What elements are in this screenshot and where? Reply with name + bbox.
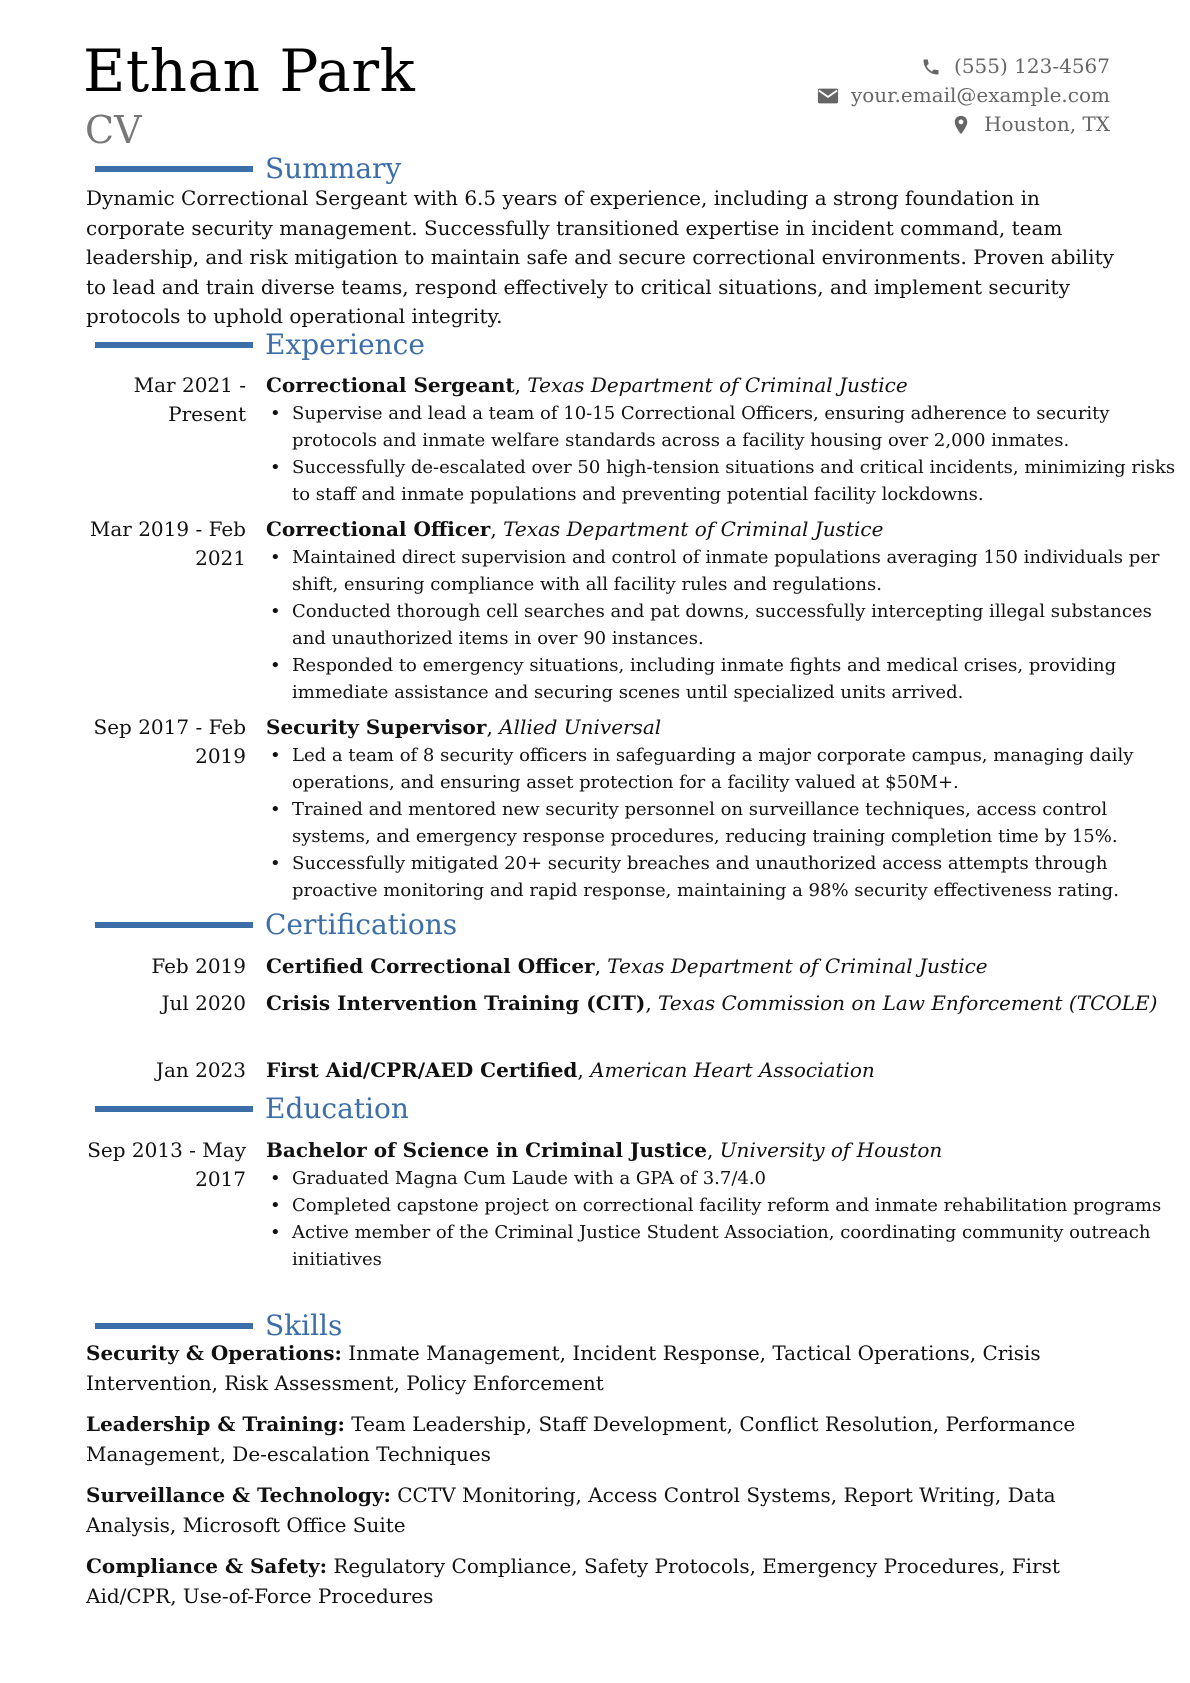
- date-line: Mar 2019 - Feb: [89, 517, 246, 541]
- phone-icon: [920, 57, 942, 77]
- candidate-name: Ethan Park: [83, 37, 416, 105]
- skill-category: Surveillance & Technology:: [86, 1483, 391, 1507]
- entry-header: Correctional Officer, Texas Department of Criminal Justice: [266, 517, 884, 541]
- date-line: Present: [168, 402, 246, 426]
- job-title: Correctional Sergeant: [266, 373, 515, 397]
- skill-group: [86, 1551, 1121, 1611]
- entry-body: [266, 515, 1190, 706]
- summary-heading: [95, 151, 401, 187]
- entry-date: [86, 371, 246, 429]
- entry-header: Correctional Sergeant, Texas Department of Criminal Justice: [266, 373, 908, 397]
- entry-body: [266, 952, 1190, 981]
- entry-header: Bachelor of Science in Criminal Justice, University of Houston: [266, 1138, 943, 1162]
- organization: Texas Department of Criminal Justice: [607, 954, 988, 978]
- bullet-item: • Responded to emergency situations, including inmate fights and medical crises, providing immediate assistance and securing scenes until specialized units arrived.: [270, 655, 1117, 703]
- bullet-text: Trained and mentored new security personnel on surveillance techniques, access control systems, and emergency response procedures, reducing training completion time by 15%.: [292, 799, 1118, 847]
- contact-location: [817, 110, 1110, 139]
- contact-email: [817, 81, 1110, 110]
- bullet-text: Successfully mitigated 20+ security breaches and unauthorized access attempts through proactive monitoring and rapid response, maintaining a 98% security effectiveness rating.: [292, 853, 1119, 901]
- document-type: CV: [85, 108, 142, 152]
- date-line: Sep 2013 - May: [87, 1138, 246, 1162]
- bullet-list: [266, 544, 1190, 706]
- entry-body: [266, 1136, 1190, 1273]
- skill-items: Inmate Management, Incident Response, Tactical Operations, Crisis Intervention, Risk Assessment, Policy Enforcement: [86, 1341, 1041, 1395]
- bullet-list: [266, 400, 1190, 508]
- skill-category: Leadership & Training:: [86, 1412, 345, 1436]
- bullet-text: Active member of the Criminal Justice Student Association, coordinating community outreach initiatives: [292, 1222, 1151, 1270]
- skill-category: Compliance & Safety:: [86, 1554, 327, 1578]
- certification-title: Certified Correctional Officer: [266, 954, 595, 978]
- bullet-item: • Trained and mentored new security personnel on surveillance techniques, access control systems, and emergency response procedures, reducing training completion time by 15%.: [270, 799, 1118, 847]
- summary-text: Dynamic Correctional Sergeant with 6.5 years of experience, including a strong foundation in corporate security management. Successfully transitioned expertise in incident command, team leadership, and risk mitigation to maintain safe and secure correctional environments. Proven ability to lead and train diverse teams, respond effectively to critical situations, and implement security protocols to uphold operational integrity.: [86, 186, 1114, 328]
- degree-title: Bachelor of Science in Criminal Justice: [266, 1138, 707, 1162]
- entry-date: [86, 515, 246, 573]
- section-bar: [95, 342, 253, 348]
- phone-text: (555) 123-4567: [954, 54, 1110, 78]
- job-title: Security Supervisor: [266, 715, 487, 739]
- organization: American Heart Association: [590, 1058, 875, 1082]
- bullet-item: • Supervise and lead a team of 10-15 Correctional Officers, ensuring adherence to security protocols and inmate welfare standards across a facility housing over 2,000 inmates.: [270, 403, 1110, 451]
- bullet-list: [266, 1165, 1190, 1273]
- section-title-certifications: Certifications: [265, 908, 458, 941]
- skill-category: Security & Operations:: [86, 1341, 342, 1365]
- organization: Texas Commission on Law Enforcement (TCOLE): [658, 991, 1158, 1015]
- section-bar: [95, 166, 253, 172]
- bullet-list: [266, 742, 1190, 904]
- entry-body: [266, 1056, 1190, 1085]
- entry-date: Jan 2023: [155, 1058, 246, 1082]
- contact-info: [817, 52, 1110, 139]
- skill-group: [86, 1409, 1121, 1469]
- section-title-education: Education: [265, 1092, 409, 1125]
- experience-heading: [95, 327, 425, 363]
- bullet-text: Completed capstone project on correctional facility reform and inmate rehabilitation programs: [292, 1195, 1162, 1216]
- date-line: 2021: [195, 546, 246, 570]
- contact-phone: [817, 52, 1110, 81]
- bullet-text: Responded to emergency situations, including inmate fights and medical crises, providing immediate assistance and securing scenes until specialized units arrived.: [292, 655, 1117, 703]
- bullet-item: • Completed capstone project on correctional facility reform and inmate rehabilitation programs: [270, 1195, 1162, 1216]
- bullet-text: Conducted thorough cell searches and pat downs, successfully intercepting illegal substances and unauthorized items in over 90 instances.: [292, 601, 1152, 649]
- location-text: Houston, TX: [984, 112, 1110, 136]
- skill-items: Regulatory Compliance, Safety Protocols, Emergency Procedures, First Aid/CPR, Use-of-Force Procedures: [86, 1554, 1060, 1608]
- bullet-item: • Conducted thorough cell searches and pat downs, successfully intercepting illegal substances and unauthorized items in over 90 instances.: [270, 601, 1152, 649]
- date-line: Mar 2021 -: [133, 373, 246, 397]
- job-title: Correctional Officer: [266, 517, 491, 541]
- organization: Texas Department of Criminal Justice: [527, 373, 908, 397]
- organization: University of Houston: [719, 1138, 943, 1162]
- bullet-text: Led a team of 8 security officers in safeguarding a major corporate campus, managing daily operations, and ensuring asset protection for a facility valued at $50M+.: [292, 745, 1134, 793]
- date-line: Sep 2017 - Feb: [93, 715, 246, 739]
- skill-group: [86, 1338, 1121, 1398]
- bullet-text: Graduated Magna Cum Laude with a GPA of 3.7/4.0: [292, 1168, 767, 1189]
- section-bar: [95, 922, 253, 928]
- education-heading: [95, 1091, 409, 1127]
- certification-title: First Aid/CPR/AED Certified: [266, 1058, 578, 1082]
- entry-header: First Aid/CPR/AED Certified, American Heart Association: [266, 1058, 875, 1082]
- organization: Allied Universal: [499, 715, 662, 739]
- skill-items: CCTV Monitoring, Access Control Systems, Report Writing, Data Analysis, Microsoft Office Suite: [86, 1483, 1056, 1537]
- section-title-summary: Summary: [265, 152, 402, 185]
- entry-header: Certified Correctional Officer, Texas Department of Criminal Justice: [266, 954, 988, 978]
- map-pin-icon: [950, 115, 972, 135]
- section-title-skills: Skills: [265, 1309, 343, 1342]
- bullet-item: • Active member of the Criminal Justice Student Association, coordinating community outreach initiatives: [270, 1222, 1151, 1270]
- skill-items: Team Leadership, Staff Development, Conflict Resolution, Performance Management, De-escalation Techniques: [86, 1412, 1076, 1466]
- entry-date: [86, 1136, 246, 1194]
- entry-header: Security Supervisor, Allied Universal: [266, 715, 662, 739]
- certification-title: Crisis Intervention Training (CIT): [266, 991, 646, 1015]
- date-line: 2019: [195, 744, 246, 768]
- section-title-experience: Experience: [265, 328, 425, 361]
- certifications-heading: [95, 907, 457, 943]
- entry-date: Feb 2019: [151, 954, 246, 978]
- entry-body: [266, 989, 1190, 1018]
- entry-header: Crisis Intervention Training (CIT), Texas Commission on Law Enforcement (TCOLE): [266, 991, 1158, 1015]
- bullet-item: • Maintained direct supervision and control of inmate populations averaging 150 individuals per shift, ensuring compliance with all facility rules and regulations.: [270, 547, 1160, 595]
- bullet-text: Maintained direct supervision and control of inmate populations averaging 150 individuals per shift, ensuring compliance with all facility rules and regulations.: [292, 547, 1160, 595]
- entry-date: Jul 2020: [161, 991, 246, 1015]
- entry-body: [266, 371, 1190, 508]
- section-bar: [95, 1323, 253, 1329]
- section-bar: [95, 1106, 253, 1112]
- bullet-item: • Led a team of 8 security officers in safeguarding a major corporate campus, managing daily operations, and ensuring asset protection for a facility valued at $50M+.: [270, 745, 1134, 793]
- envelope-icon: [817, 86, 839, 106]
- bullet-text: Successfully de-escalated over 50 high-tension situations and critical incidents, minimizing risks to staff and inmate populations and preventing potential facility lockdowns.: [292, 457, 1176, 505]
- bullet-item: • Successfully de-escalated over 50 high-tension situations and critical incidents, minimizing risks to staff and inmate populations and preventing potential facility lockdowns.: [270, 457, 1176, 505]
- skill-group: [86, 1480, 1121, 1540]
- organization: Texas Department of Criminal Justice: [503, 517, 884, 541]
- bullet-item: • Successfully mitigated 20+ security breaches and unauthorized access attempts through proactive monitoring and rapid response, maintaining a 98% security effectiveness rating.: [270, 853, 1119, 901]
- bullet-text: Supervise and lead a team of 10-15 Correctional Officers, ensuring adherence to security protocols and inmate welfare standards across a facility housing over 2,000 inmates.: [292, 403, 1110, 451]
- date-line: 2017: [195, 1167, 246, 1191]
- entry-date: [86, 713, 246, 771]
- entry-body: [266, 713, 1190, 904]
- bullet-item: • Graduated Magna Cum Laude with a GPA of 3.7/4.0: [270, 1168, 767, 1189]
- email-text: your.email@example.com: [850, 83, 1110, 107]
